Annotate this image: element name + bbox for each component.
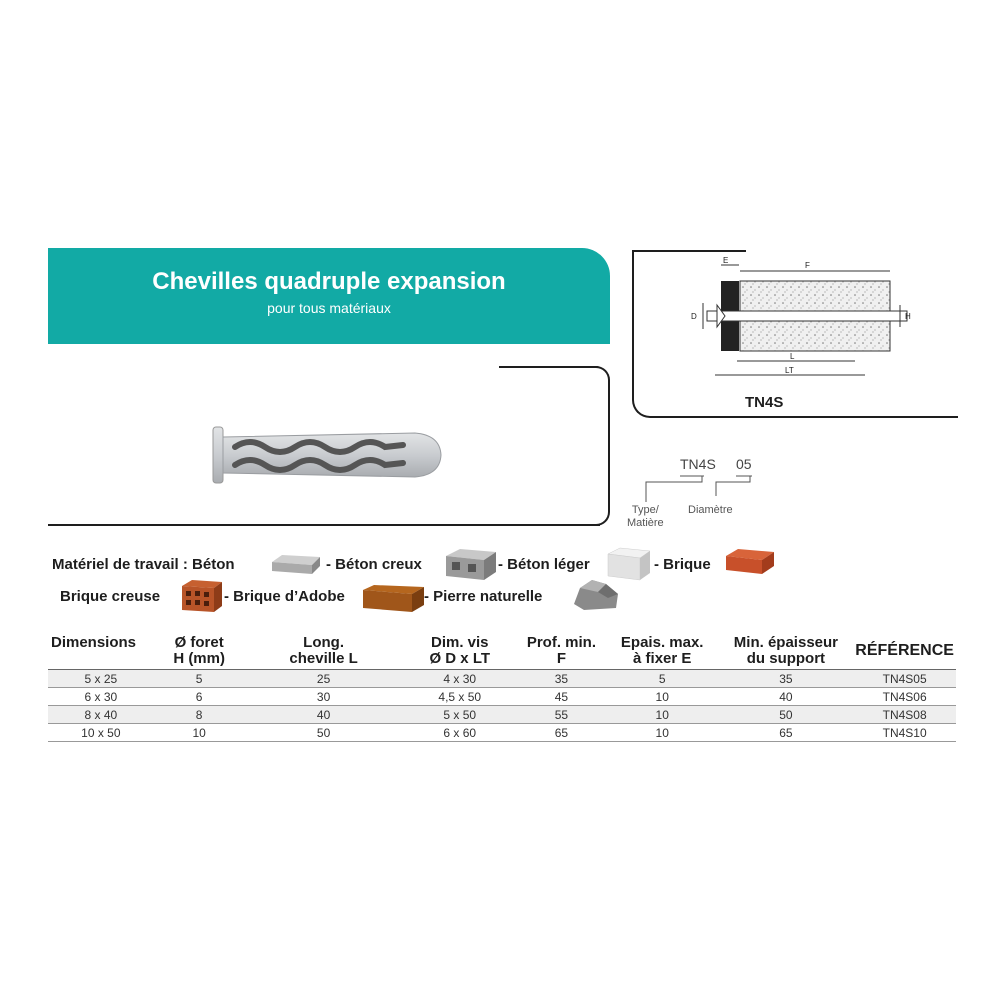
title-banner	[48, 248, 610, 344]
table-cell: TN4S08	[853, 706, 956, 724]
header-longueur: Long. cheville L	[245, 632, 403, 670]
table-cell: 50	[719, 706, 854, 724]
table-cell: 65	[517, 724, 606, 742]
table-cell: 5 x 50	[403, 706, 517, 724]
technical-diagram	[685, 253, 920, 383]
table-cell: 8	[154, 706, 245, 724]
material-brique: - Brique	[654, 556, 711, 573]
header-min-epaisseur: Min. épaisseur du support	[719, 632, 854, 670]
label-lt: LT	[785, 366, 794, 375]
table-cell: TN4S06	[853, 688, 956, 706]
table-cell: 35	[719, 670, 854, 688]
brique-creuse-icon	[178, 578, 226, 614]
table-cell: 10	[606, 706, 719, 724]
table-cell: 10	[154, 724, 245, 742]
table-header	[48, 632, 956, 670]
table-cell: TN4S10	[853, 724, 956, 742]
page-title: Chevilles quadruple expansion	[152, 268, 506, 295]
label-d: D	[691, 312, 697, 321]
label-l: L	[790, 352, 795, 361]
label-h: H	[905, 312, 911, 321]
table-cell: 5	[154, 670, 245, 688]
table-cell: 6 x 30	[48, 688, 154, 706]
table-cell: 40	[719, 688, 854, 706]
beton-creux-icon	[442, 546, 498, 582]
label-e: E	[723, 256, 729, 265]
material-pierre: - Pierre naturelle	[424, 588, 543, 605]
header-foret: Ø foret H (mm)	[154, 632, 245, 670]
table-cell: 4 x 30	[403, 670, 517, 688]
table-cell: 45	[517, 688, 606, 706]
code-connectors	[640, 474, 760, 504]
header-dimensions: Dimensions	[48, 632, 154, 670]
page-subtitle: pour tous matériaux	[267, 300, 391, 316]
type-label: Type/ Matière	[627, 504, 664, 529]
type-code: TN4S	[680, 456, 716, 472]
material-beton-leger: - Béton léger	[498, 556, 590, 573]
table-cell: 5 x 25	[48, 670, 154, 688]
table-cell: 10	[606, 724, 719, 742]
material-brique-creuse: Brique creuse	[60, 588, 161, 605]
table-cell: 4,5 x 50	[403, 688, 517, 706]
brique-adobe-icon	[360, 582, 426, 614]
material-brique-adobe: - Brique d’Adobe	[224, 588, 345, 605]
table-row	[48, 688, 956, 706]
material-beton-creux: - Béton creux	[326, 556, 422, 573]
table-cell: 10	[606, 688, 719, 706]
table-cell: 50	[245, 724, 403, 742]
table-cell: 40	[245, 706, 403, 724]
header-prof-min: Prof. min. F	[517, 632, 606, 670]
table-cell: 25	[245, 670, 403, 688]
table-cell: 65	[719, 724, 854, 742]
materials-intro: Matériel de travail : Béton	[52, 556, 235, 573]
pierre-icon	[570, 576, 622, 612]
brique-icon	[722, 546, 776, 578]
beton-icon	[268, 552, 322, 578]
table-row	[48, 706, 956, 724]
table-cell: 10 x 50	[48, 724, 154, 742]
table-row	[48, 724, 956, 742]
table-cell: 8 x 40	[48, 706, 154, 724]
table-cell: 5	[606, 670, 719, 688]
table-cell: TN4S05	[853, 670, 956, 688]
header-epais-max: Epais. max. à fixer E	[606, 632, 719, 670]
spec-table	[48, 632, 956, 742]
label-f: F	[805, 261, 810, 270]
diagram-caption: TN4S	[745, 394, 784, 411]
anchor-plug-image	[205, 415, 455, 495]
table-cell: 6	[154, 688, 245, 706]
table-cell: 30	[245, 688, 403, 706]
table-cell: 35	[517, 670, 606, 688]
header-reference: RÉFÉRENCE	[853, 632, 956, 670]
diameter-code: 05	[736, 456, 752, 472]
header-dim-vis: Dim. vis Ø D x LT	[403, 632, 517, 670]
table-cell: 55	[517, 706, 606, 724]
diameter-label: Diamètre	[688, 504, 733, 516]
table-cell: 6 x 60	[403, 724, 517, 742]
table-row	[48, 670, 956, 688]
